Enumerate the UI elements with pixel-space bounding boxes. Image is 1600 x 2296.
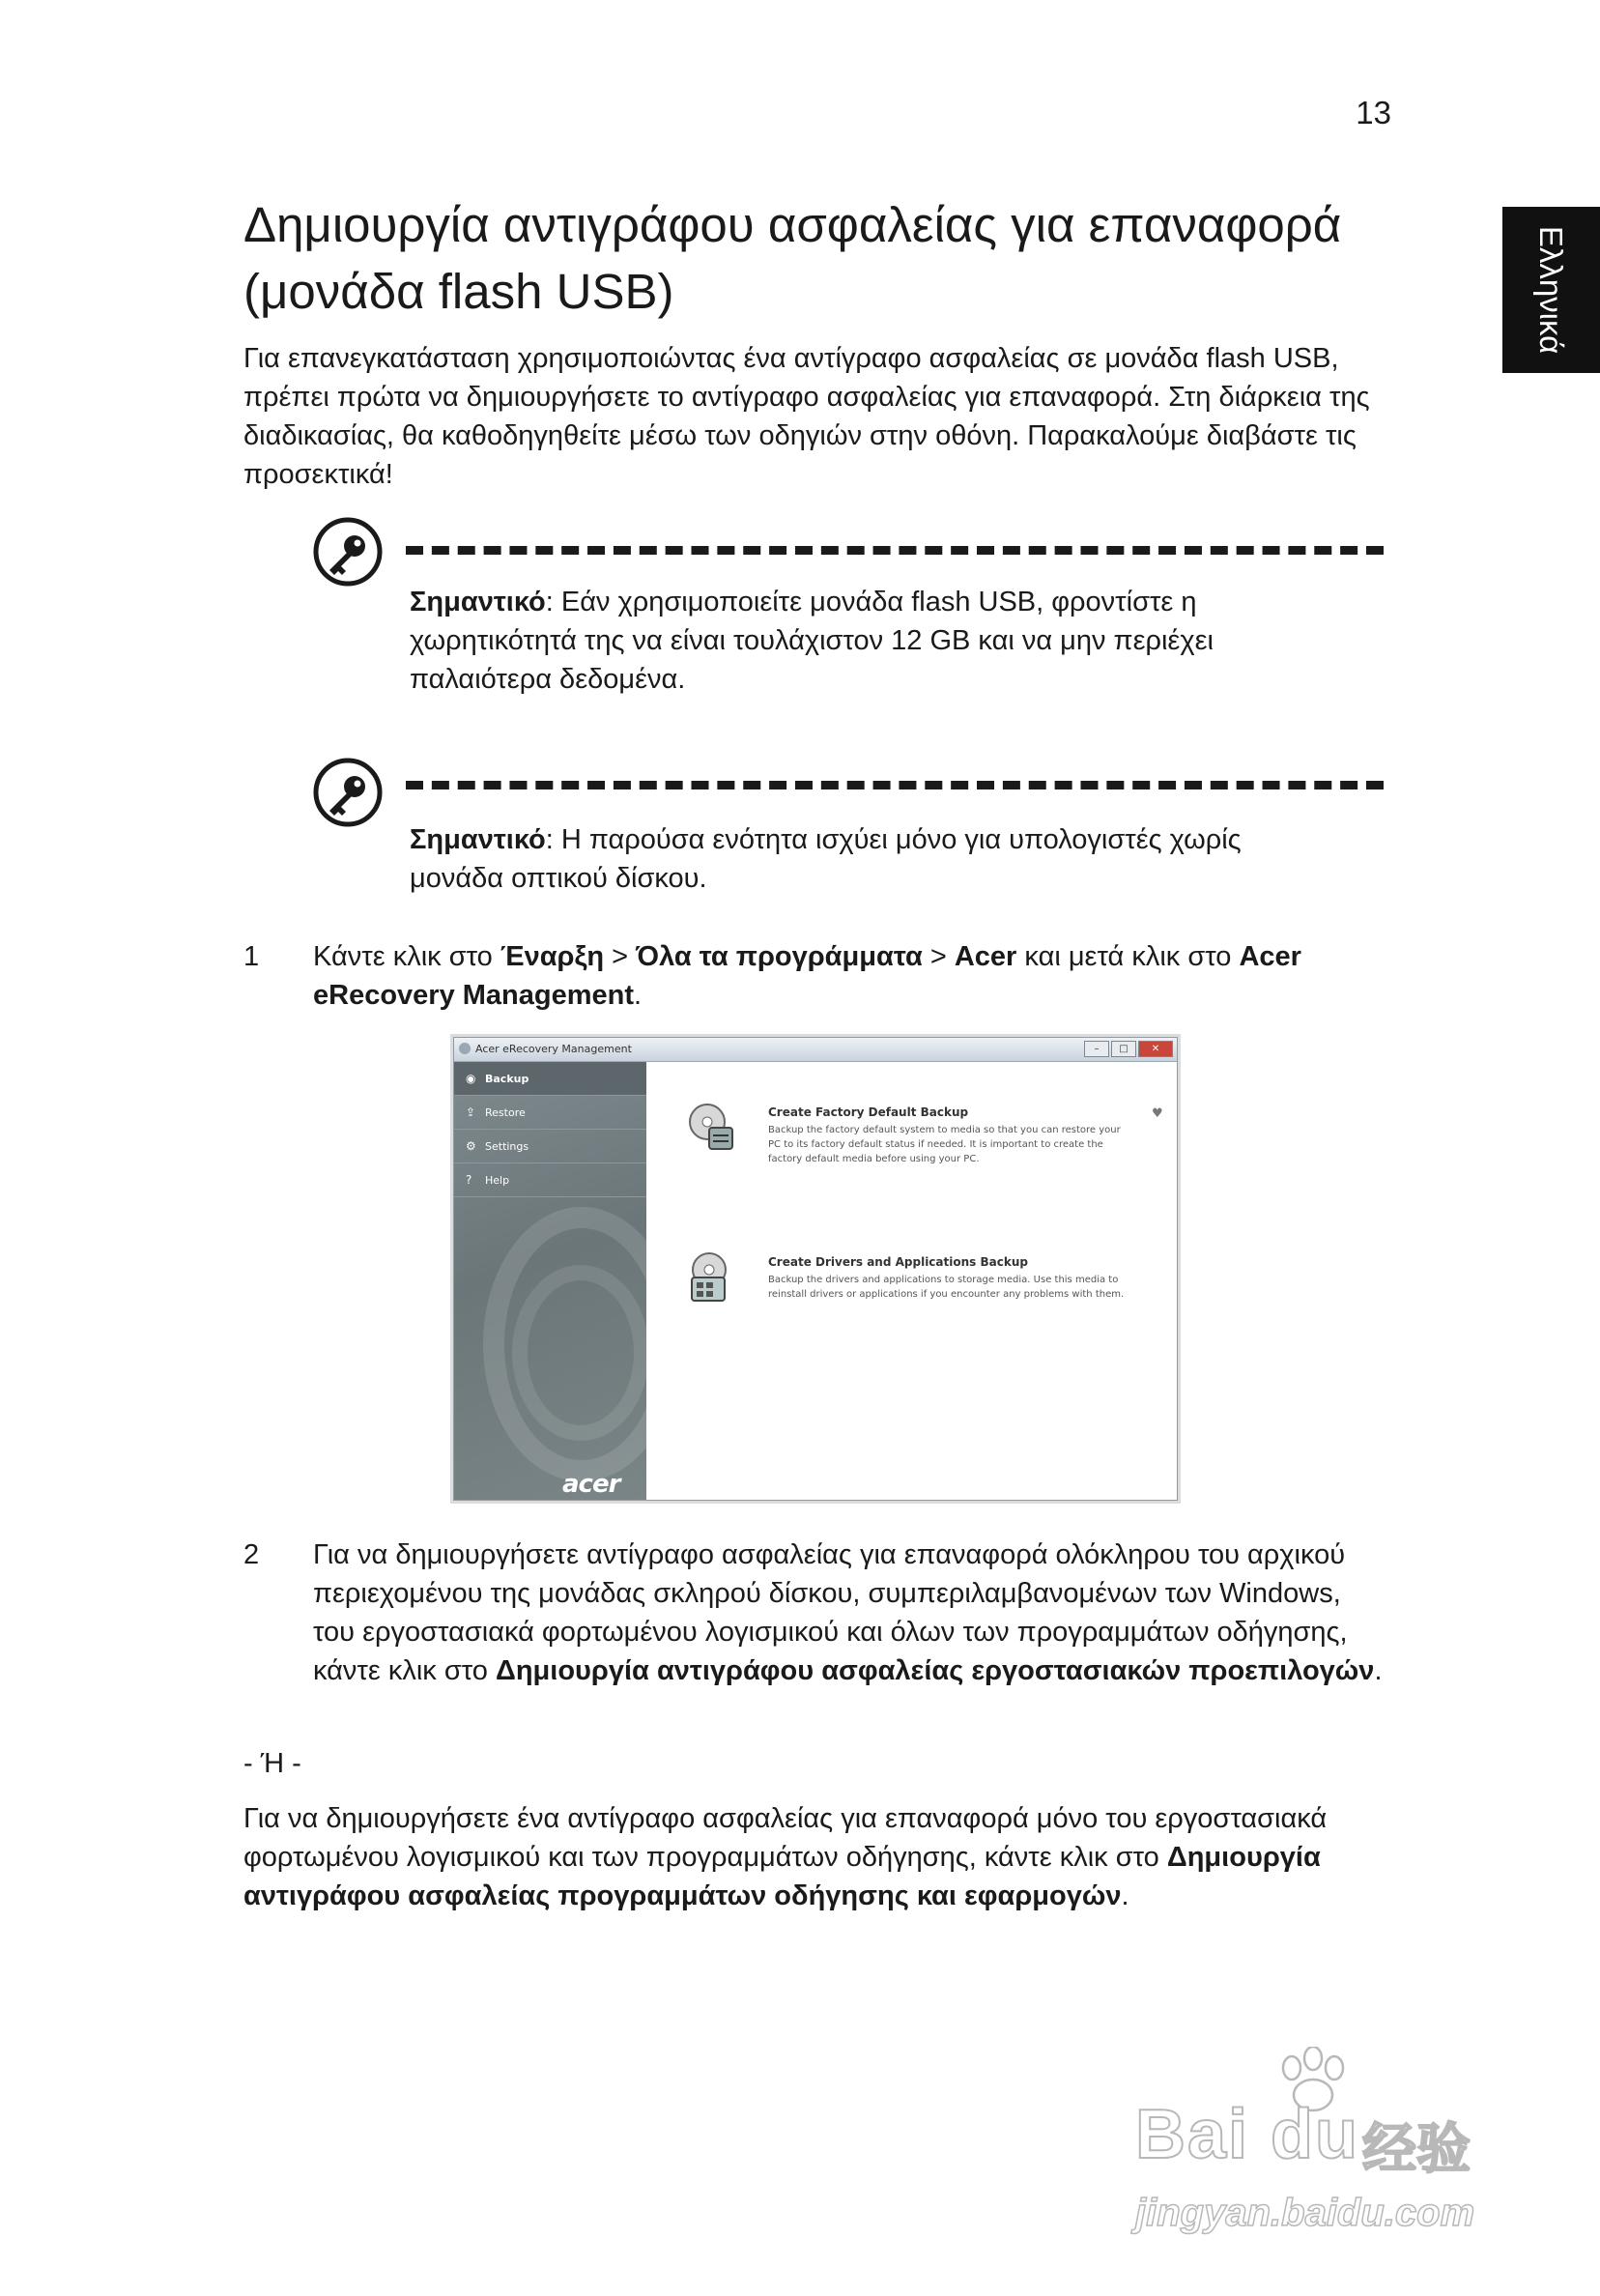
nav-label: Restore: [485, 1106, 526, 1119]
intro-paragraph: Για επανεγκατάσταση χρησιμοποιώντας ένα αντίγραφο ασφαλείας σε μονάδα flash USB, πρέπει πρώτα να δημιουργήσετε το αντίγραφο ασφαλείας για επαναφορά. Στη διάρκεια της διαδικασίας, θα καθοδηγηθείτε μέσω των οδηγιών στην οθόνη. Παρακαλούμε διαβάστε τις προσεκτικά!: [243, 343, 1370, 490]
step-text: >: [922, 941, 955, 972]
step-bold: Acer eRecovery Management: [313, 941, 1301, 1011]
key-icon: [312, 516, 384, 588]
watermark-url: jingyan.baidu.com: [1135, 2192, 1475, 2234]
step-text: .: [1121, 1880, 1129, 1911]
page-number: 13: [1356, 95, 1391, 130]
page-title: Δημιουργία αντιγράφου ασφαλείας για επαναφορά (μονάδα flash USB): [243, 197, 1342, 319]
step-bold: Όλα τα προγράμματα: [636, 941, 923, 972]
nav-backup[interactable]: [454, 1062, 646, 1096]
step-text: .: [1374, 1655, 1383, 1686]
watermark-cn: 经验: [1362, 2118, 1471, 2179]
nav-settings[interactable]: [454, 1130, 646, 1163]
close-button[interactable]: ✕: [1138, 1041, 1173, 1057]
step-text: και μετά κλικ στο: [1016, 941, 1240, 972]
hint-icon[interactable]: ♥: [1152, 1106, 1163, 1121]
step-2-text: [313, 1535, 1386, 1690]
note-text: : Η παρούσα ενότητα ισχύει μόνο για υπολογιστές χωρίς μονάδα οπτικού δίσκου.: [410, 824, 1242, 894]
window-titlebar: [454, 1038, 1177, 1062]
restore-icon: ⇪: [466, 1105, 476, 1119]
step-text: >: [604, 941, 637, 972]
nav-label: Help: [485, 1174, 510, 1187]
nav-restore[interactable]: [454, 1096, 646, 1130]
key-icon: [312, 757, 384, 828]
factory-backup-icon[interactable]: [684, 1101, 740, 1157]
step-bold: Acer: [954, 941, 1017, 972]
option-factory-backup[interactable]: Create Factory Default Backup: [768, 1105, 969, 1119]
alternative-text: [243, 1799, 1388, 1915]
language-tab: [1502, 207, 1600, 373]
note-divider: [406, 781, 1384, 789]
option-desc: Backup the factory default system to media so that you can restore your PC to its factory default status if needed. It is important to create the factory default media before using your PC.: [768, 1125, 1121, 1164]
maximize-button[interactable]: □: [1111, 1041, 1136, 1057]
step-number: 1: [243, 941, 260, 972]
language-tab-label: Ελληνικά: [1533, 225, 1569, 355]
note-important-usb: [410, 583, 1337, 699]
step-1-text: [313, 937, 1386, 1015]
nav-help[interactable]: [454, 1163, 646, 1197]
option-drivers-backup[interactable]: Create Drivers and Applications Backup: [768, 1255, 1028, 1269]
minimize-button[interactable]: –: [1084, 1041, 1109, 1057]
app-icon: [459, 1043, 471, 1054]
acer-logo: acer: [562, 1470, 620, 1499]
or-separator: - Ή -: [243, 1748, 301, 1779]
gear-icon: ⚙: [466, 1139, 476, 1153]
note-important-optical: [410, 820, 1337, 898]
note-label: Σημαντικό: [410, 587, 546, 617]
watermark-brand: Bai du: [1135, 2096, 1360, 2173]
step-text: Για να δημιουργήσετε ένα αντίγραφο ασφαλείας για επαναφορά μόνο του εργοστασιακά φορτωμένου λογισμικού και των προγραμμάτων οδήγησης, κάντε κλικ στο: [243, 1803, 1328, 1873]
note-divider: [406, 546, 1384, 555]
step-number: 2: [243, 1539, 260, 1570]
window-title: Acer eRecovery Management: [475, 1043, 632, 1055]
note-text: : Εάν χρησιμοποιείτε μονάδα flash USB, φροντίστε η χωρητικότητά της να είναι τουλάχιστον 12 GB και να μην περιέχει παλαιότερα δεδομένα.: [410, 587, 1214, 695]
nav-label: Backup: [485, 1073, 529, 1085]
step-bold: Δημιουργία αντιγράφου ασφαλείας εργοστασιακών προεπιλογών: [495, 1655, 1375, 1686]
step-bold: Έναρξη: [500, 941, 605, 972]
note-label: Σημαντικό: [410, 824, 546, 855]
option-desc: Backup the drivers and applications to storage media. Use this media to reinstall drivers or applications if you encounter any problems with them.: [768, 1275, 1125, 1300]
help-icon: ?: [466, 1173, 472, 1187]
backup-icon: ◉: [466, 1072, 476, 1085]
erecovery-window: [453, 1037, 1178, 1501]
swirl-decoration: [512, 1265, 649, 1441]
step-text: Για να δημιουργήσετε αντίγραφο ασφαλείας για επαναφορά ολόκληρου του αρχικού περιεχομένου της μονάδας σκληρού δίσκου, συμπεριλαμβανομένων των Windows, του εργοστασιακά φορτωμένου λογισμικού και όλων των προγραμμάτων οδήγησης, κάντε κλικ στο: [313, 1539, 1348, 1686]
content-pane: [647, 1062, 1176, 1500]
step-bold: Δημιουργία αντιγράφου ασφαλείας προγραμμάτων οδήγησης και εφαρμογών: [243, 1842, 1321, 1911]
sidebar: [454, 1062, 646, 1500]
step-text: Κάντε κλικ στο: [313, 941, 500, 972]
nav-label: Settings: [485, 1140, 529, 1153]
baidu-watermark: [1126, 2047, 1493, 2240]
step-text: .: [634, 980, 643, 1011]
drivers-backup-icon[interactable]: [684, 1250, 740, 1306]
